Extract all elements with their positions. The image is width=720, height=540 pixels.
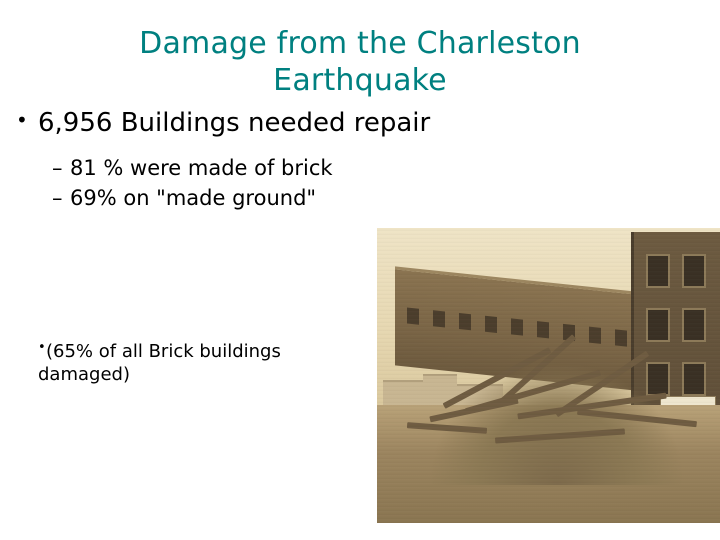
bullet-marker: • xyxy=(16,108,28,132)
bullet-item-3 xyxy=(52,186,316,210)
bullet-text: 81 % were made of brick xyxy=(70,156,333,180)
bullet-text: (65% of all Brick buildings damaged) xyxy=(38,341,281,386)
earthquake-damage-photo xyxy=(377,228,720,523)
bullet-item-1 xyxy=(16,108,430,138)
rubble-pile xyxy=(377,345,720,495)
bullet-marker: • xyxy=(38,340,46,355)
page-title: Damage from the Charleston Earthquake xyxy=(139,26,581,98)
bullet-item-2 xyxy=(52,156,333,180)
bullet-text: 6,956 Buildings needed repair xyxy=(38,108,431,138)
bullet-marker: – xyxy=(52,156,63,180)
bullet-marker: – xyxy=(52,186,63,210)
bullet-text: 69% on "made ground" xyxy=(70,186,317,210)
bullet-item-4 xyxy=(38,340,358,386)
